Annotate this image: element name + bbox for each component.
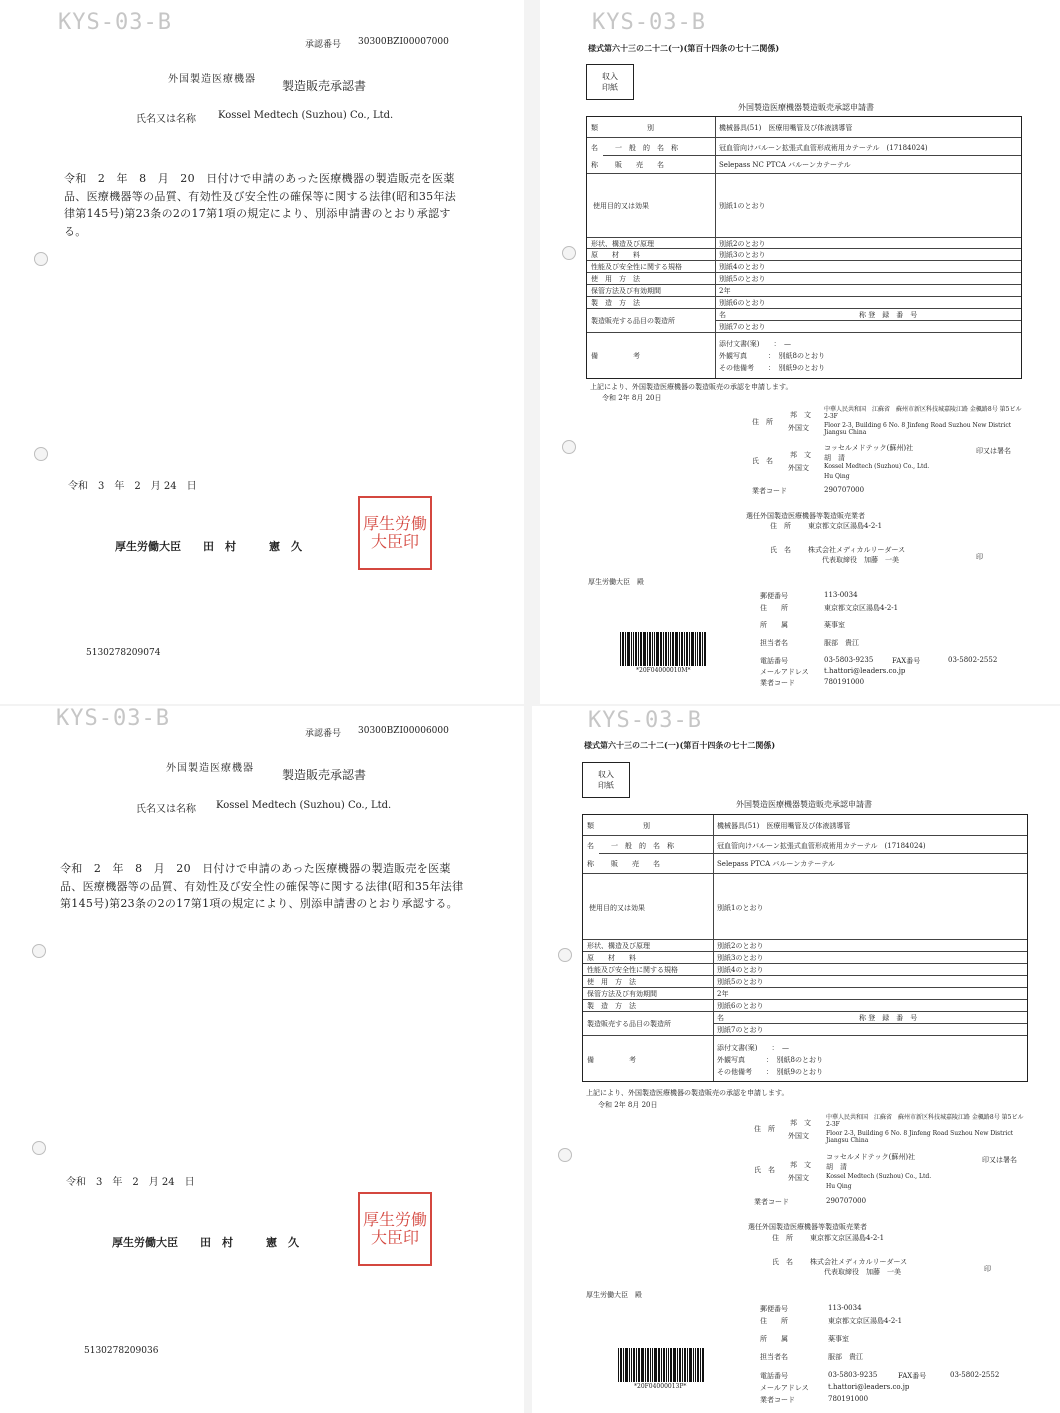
addressee: 厚生労働大臣 殿 bbox=[586, 1291, 642, 1299]
agent-person: 代表取締役 加藤 一美 bbox=[824, 1268, 901, 1276]
barcode-bar bbox=[633, 632, 634, 666]
postal-value: 113-0034 bbox=[824, 591, 858, 599]
material-value: 別紙3のとおり bbox=[719, 251, 766, 259]
name-value: Kossel Medtech (Suzhou) Co., Ltd. bbox=[216, 800, 392, 811]
agent-title: 選任外国製造医療機器等製造販売業者 bbox=[746, 512, 865, 520]
barcode-bar bbox=[647, 1348, 649, 1382]
remarks-label: 備 考 bbox=[587, 1056, 636, 1064]
barcode-bar bbox=[686, 632, 688, 666]
title-line1: 外国製造医療機器 bbox=[168, 74, 256, 85]
address-jp: 中華人民共和国 江蘇省 蘇州市新区科技城嘉陵江路 金楓路8号 第5ビル 2-3F bbox=[824, 406, 1022, 420]
barcode-bar bbox=[663, 1348, 665, 1382]
name-side-1: 名 bbox=[587, 842, 594, 850]
site-label: 製造販売する品目の製造所 bbox=[591, 317, 675, 325]
manufacturing-label: 製 造 方 法 bbox=[591, 299, 640, 307]
barcode-bar bbox=[620, 1348, 622, 1382]
barcode-bar bbox=[679, 1348, 681, 1382]
punch-hole bbox=[562, 440, 576, 454]
barcode-bar bbox=[702, 1348, 704, 1382]
site-label: 製造販売する品目の製造所 bbox=[587, 1020, 671, 1028]
serial-number: 5130278209074 bbox=[86, 648, 161, 658]
agent-address: 東京都文京区湯島4-2-1 bbox=[810, 1234, 885, 1242]
title-line1: 外国製造医療機器 bbox=[166, 763, 254, 774]
barcode-bar bbox=[687, 1348, 688, 1382]
postal-label: 郵便番号 bbox=[760, 1305, 788, 1313]
contact-address-label: 住 所 bbox=[760, 604, 788, 612]
japanese-label: 邦 文 bbox=[790, 1161, 811, 1169]
punch-hole bbox=[32, 944, 46, 958]
barcode-bar bbox=[697, 1348, 699, 1382]
punch-hole bbox=[34, 447, 48, 461]
remarks-photo: 外観写真 ： 別紙8のとおり bbox=[719, 352, 825, 360]
agent-person: 代表取締役 加藤 一美 bbox=[822, 556, 899, 564]
barcode-bar bbox=[656, 632, 659, 666]
barcode-bar bbox=[643, 632, 646, 666]
barcode-bar bbox=[702, 632, 703, 666]
site-name-col: 名 bbox=[717, 1014, 724, 1022]
agent-address-label: 住 所 bbox=[770, 522, 791, 530]
phone-label: 電話番号 bbox=[760, 657, 788, 665]
manufacturing-value: 別紙6のとおり bbox=[717, 1002, 764, 1010]
shape-label: 形状、構造及び原理 bbox=[591, 240, 654, 248]
site-value: 別紙7のとおり bbox=[717, 1026, 764, 1034]
barcode-bar bbox=[672, 632, 674, 666]
agent-seal: 印 bbox=[976, 553, 983, 561]
material-label: 原 材 料 bbox=[591, 251, 640, 259]
id-stamp: KYS-03-B bbox=[58, 10, 172, 35]
barcode-text: *20F04000013P* bbox=[634, 1383, 687, 1390]
name-label: 氏名又は名称 bbox=[136, 804, 196, 815]
contact-code-value: 780191000 bbox=[824, 678, 865, 686]
barcode-bar bbox=[654, 632, 655, 666]
sales-name-value: Selepass NC PTCA バルーンカテーテル bbox=[719, 161, 851, 169]
japanese-label: 邦 文 bbox=[790, 451, 811, 459]
barcode-bar bbox=[693, 1348, 694, 1382]
company-jp: コッセルメドテック(蘇州)社 bbox=[824, 444, 914, 452]
dept-label: 所 属 bbox=[760, 621, 788, 629]
approval-number-label: 承認番号 bbox=[305, 729, 342, 739]
company-en: Kossel Medtech (Suzhou) Co., Ltd. bbox=[826, 1173, 932, 1180]
business-code-label: 業者コード bbox=[754, 1198, 789, 1206]
approval-date: 令和 3 年 2 月 24 日 bbox=[68, 481, 197, 492]
seal-or-sign: 印又は署名 bbox=[976, 447, 1011, 455]
purpose-label: 使用目的又は効果 bbox=[589, 904, 645, 912]
punch-hole bbox=[32, 1141, 46, 1155]
performance-value: 別紙4のとおり bbox=[719, 263, 766, 271]
contact-code-value: 780191000 bbox=[828, 1395, 869, 1403]
barcode-bar bbox=[691, 632, 694, 666]
barcode-bar bbox=[700, 1348, 701, 1382]
barcode-bar bbox=[666, 1348, 667, 1382]
postal-label: 郵便番号 bbox=[760, 592, 788, 600]
agent-address: 東京都文京区湯島4-2-1 bbox=[808, 522, 883, 530]
address-label: 住 所 bbox=[752, 418, 773, 426]
barcode-bar bbox=[695, 632, 696, 666]
barcode-bar bbox=[670, 1348, 672, 1382]
usage-value: 別紙5のとおり bbox=[717, 978, 764, 986]
barcode-bar bbox=[650, 1348, 651, 1382]
barcode-bar bbox=[627, 632, 630, 666]
form-header: 様式第六十三の二十二(一)(第百十四条の七十二関係) bbox=[584, 740, 776, 750]
general-name-value: 冠血管向けバルーン拡張式血管形成術用カテーテル (17184024) bbox=[717, 842, 926, 850]
barcode-bar bbox=[689, 1348, 692, 1382]
barcode-bar bbox=[620, 632, 621, 666]
category-value: 機械器具(51) 医療用嘴管及び体液誘導管 bbox=[717, 822, 851, 830]
fax-label: FAX番号 bbox=[892, 657, 921, 665]
address-label: 住 所 bbox=[754, 1125, 775, 1133]
dept-label: 所 属 bbox=[760, 1335, 788, 1343]
barcode-bar bbox=[663, 632, 664, 666]
punch-hole bbox=[34, 252, 48, 266]
site-reg-col: 称 登 録 番 号 bbox=[859, 1014, 918, 1022]
person-value: 服部 貴江 bbox=[828, 1353, 863, 1361]
certificate-page-bottom bbox=[0, 706, 524, 1413]
barcode-bar bbox=[673, 1348, 676, 1382]
usage-label: 使 用 方 法 bbox=[587, 978, 636, 986]
barcode-bar bbox=[638, 1348, 640, 1382]
form-title: 外国製造医療機器製造販売承認申請書 bbox=[736, 800, 872, 809]
phone-value: 03-5803-9235 bbox=[824, 656, 874, 664]
name-side-2: 称 bbox=[587, 860, 594, 868]
fax-label: FAX番号 bbox=[898, 1372, 927, 1380]
storage-label: 保管方法及び有効期間 bbox=[587, 990, 657, 998]
agent-name-label: 氏 名 bbox=[770, 546, 791, 554]
contact-address-value: 東京都文京区湯島4-2-1 bbox=[824, 604, 899, 612]
site-name-col: 名 bbox=[719, 311, 726, 319]
email-value: t.hattori@leaders.co.jp bbox=[828, 1383, 910, 1391]
barcode-bar bbox=[661, 1348, 662, 1382]
business-code: 290707000 bbox=[826, 1197, 867, 1205]
barcode-bar bbox=[675, 632, 678, 666]
japanese-label: 邦 文 bbox=[790, 411, 811, 419]
approval-number-label: 承認番号 bbox=[305, 40, 342, 50]
purpose-value: 別紙1のとおり bbox=[719, 202, 766, 210]
person-label: 担当者名 bbox=[760, 1353, 788, 1361]
address-en: Floor 2-3, Building 6 No. 8 Jinfeng Road Suzhou New District Jiangsu China bbox=[826, 1130, 1014, 1144]
name-label: 氏名又は名称 bbox=[136, 114, 196, 125]
japanese-label: 邦 文 bbox=[790, 1119, 811, 1127]
barcode-bar bbox=[635, 632, 637, 666]
name-label: 氏 名 bbox=[752, 457, 773, 465]
material-label: 原 材 料 bbox=[587, 954, 636, 962]
application-form-table bbox=[582, 814, 1028, 1082]
barcode-bar bbox=[668, 632, 669, 666]
barcode-bar bbox=[699, 632, 701, 666]
person-en: Hu Qing bbox=[826, 1183, 852, 1190]
application-form-table bbox=[586, 116, 1022, 379]
barcode-bar bbox=[697, 632, 698, 666]
category-label: 類 別 bbox=[587, 822, 650, 830]
remarks-attach: 添付文書(案) ： — bbox=[717, 1044, 789, 1052]
punch-hole bbox=[558, 1148, 572, 1162]
barcode-bar bbox=[654, 1348, 657, 1382]
statement-date: 令和 2年 8月 20日 bbox=[598, 1101, 658, 1109]
barcode-bar bbox=[684, 632, 685, 666]
material-value: 別紙3のとおり bbox=[717, 954, 764, 962]
barcode-bar bbox=[625, 1348, 628, 1382]
barcode-icon bbox=[618, 1348, 714, 1382]
performance-value: 別紙4のとおり bbox=[717, 966, 764, 974]
barcode-bar bbox=[658, 1348, 660, 1382]
statement-date: 令和 2年 8月 20日 bbox=[602, 394, 662, 402]
barcode-bar bbox=[665, 632, 667, 666]
address-jp: 中華人民共和国 江蘇省 蘇州市新区科技城嘉陵江路 金楓路8号 第5ビル 2-3F bbox=[826, 1114, 1024, 1128]
storage-value: 2年 bbox=[717, 990, 729, 998]
sales-name-value: Selepass PTCA バルーンカテーテル bbox=[717, 860, 835, 868]
revenue-stamp-line2: 印紙 bbox=[602, 83, 618, 92]
business-code-label: 業者コード bbox=[752, 487, 787, 495]
revenue-stamp-box bbox=[586, 64, 634, 100]
purpose-label: 使用目的又は効果 bbox=[593, 202, 649, 210]
agent-address-label: 住 所 bbox=[772, 1234, 793, 1242]
title-line2: 製造販売承認書 bbox=[282, 768, 367, 782]
barcode-bar bbox=[623, 1348, 624, 1382]
contact-code-label: 業者コード bbox=[760, 1396, 795, 1404]
barcode-bar bbox=[631, 1348, 632, 1382]
name-value: Kossel Medtech (Suzhou) Co., Ltd. bbox=[218, 110, 394, 121]
name-label: 氏 名 bbox=[754, 1166, 775, 1174]
certificate-page-top bbox=[0, 0, 524, 704]
sales-name-label: 販 売 名 bbox=[615, 161, 664, 169]
company-en: Kossel Medtech (Suzhou) Co., Ltd. bbox=[824, 463, 930, 470]
barcode-bar bbox=[660, 632, 662, 666]
barcode-bar bbox=[677, 1348, 678, 1382]
agent-seal: 印 bbox=[984, 1265, 991, 1273]
barcode-bar bbox=[670, 632, 671, 666]
foreign-label: 外国文 bbox=[788, 1132, 809, 1140]
official-seal-icon: 厚生労働大臣印 bbox=[358, 496, 432, 570]
barcode-bar bbox=[633, 1348, 635, 1382]
revenue-stamp-box bbox=[582, 762, 630, 798]
purpose-value: 別紙1のとおり bbox=[717, 904, 764, 912]
application-page-bottom bbox=[532, 706, 1060, 1413]
revenue-stamp-line1: 収入 bbox=[602, 72, 618, 81]
postal-value: 113-0034 bbox=[828, 1304, 862, 1312]
barcode-bar bbox=[645, 1348, 646, 1382]
barcode-bar bbox=[679, 632, 680, 666]
address-en: Floor 2-3, Building 6 No. 8 Jinfeng Road Suzhou New District Jiangsu China bbox=[824, 422, 1012, 436]
company-jp: コッセルメドテック(蘇州)社 bbox=[826, 1153, 916, 1161]
barcode-bar bbox=[668, 1348, 669, 1382]
barcode-bar bbox=[618, 1348, 619, 1382]
manufacturing-label: 製 造 方 法 bbox=[587, 1002, 636, 1010]
seal-or-sign: 印又は署名 bbox=[982, 1156, 1017, 1164]
fax-value: 03-5802-2552 bbox=[950, 1371, 1000, 1379]
minister-name: 厚生労働大臣 田 村 憲 久 bbox=[112, 1236, 299, 1249]
performance-label: 性能及び安全性に関する規格 bbox=[587, 966, 678, 974]
revenue-stamp-line2: 印紙 bbox=[598, 781, 614, 790]
phone-value: 03-5803-9235 bbox=[828, 1371, 878, 1379]
email-label: メールアドレス bbox=[760, 668, 809, 676]
foreign-label: 外国文 bbox=[788, 424, 809, 432]
remarks-label: 備 考 bbox=[591, 352, 640, 360]
official-seal-icon: 厚生労働大臣印 bbox=[358, 1192, 432, 1266]
phone-label: 電話番号 bbox=[760, 1372, 788, 1380]
shape-value: 別紙2のとおり bbox=[717, 942, 764, 950]
shape-label: 形状、構造及び原理 bbox=[587, 942, 650, 950]
remarks-photo: 外観写真 ： 別紙8のとおり bbox=[717, 1056, 823, 1064]
usage-value: 別紙5のとおり bbox=[719, 275, 766, 283]
id-stamp: KYS-03-B bbox=[588, 708, 702, 733]
barcode-bar bbox=[684, 1348, 686, 1382]
storage-label: 保管方法及び有効期間 bbox=[591, 287, 661, 295]
dept-value: 薬事室 bbox=[824, 621, 845, 629]
barcode-bar bbox=[622, 632, 624, 666]
barcode-bar bbox=[631, 632, 632, 666]
general-name-label: 一 般 的 名 称 bbox=[615, 144, 678, 152]
performance-label: 性能及び安全性に関する規格 bbox=[591, 263, 682, 271]
id-stamp: KYS-03-B bbox=[56, 706, 170, 731]
person-label: 担当者名 bbox=[760, 639, 788, 647]
person-jp: 胡 清 bbox=[826, 1163, 847, 1171]
serial-number: 5130278209036 bbox=[84, 1346, 159, 1356]
barcode-bar bbox=[638, 632, 639, 666]
name-side-2: 称 bbox=[591, 161, 598, 169]
person-en: Hu Qing bbox=[824, 473, 850, 480]
barcode-bar bbox=[629, 1348, 630, 1382]
agent-title: 選任外国製造医療機器等製造販売業者 bbox=[748, 1223, 867, 1231]
foreign-label: 外国文 bbox=[788, 1174, 809, 1182]
remarks-other: その他備考 ： 別紙9のとおり bbox=[717, 1068, 823, 1076]
application-statement: 上記により、外国製造医療機器の製造販売の承認を申請します。 bbox=[586, 1089, 789, 1097]
manufacturing-value: 別紙6のとおり bbox=[719, 299, 766, 307]
contact-address-value: 東京都文京区湯島4-2-1 bbox=[828, 1317, 903, 1325]
business-code: 290707000 bbox=[824, 486, 865, 494]
barcode-bar bbox=[636, 1348, 637, 1382]
punch-hole bbox=[558, 948, 572, 962]
foreign-label: 外国文 bbox=[788, 464, 809, 472]
sales-name-label: 販 売 名 bbox=[611, 860, 660, 868]
barcode-bar bbox=[704, 632, 706, 666]
barcode-icon bbox=[620, 632, 716, 666]
application-statement: 上記により、外国製造医療機器の製造販売の承認を申請します。 bbox=[590, 383, 793, 391]
barcode-bar bbox=[682, 1348, 683, 1382]
agent-company: 株式会社メディカルリーダース bbox=[810, 1258, 908, 1266]
application-page-top bbox=[540, 0, 1060, 704]
general-name-value: 冠血管向けバルーン拡張式血管形成術用カテーテル (17184024) bbox=[719, 144, 928, 152]
form-header: 様式第六十三の二十二(一)(第百十四条の七十二関係) bbox=[588, 43, 780, 53]
site-reg-col: 称 登 録 番 号 bbox=[859, 311, 918, 319]
barcode-bar bbox=[652, 1348, 653, 1382]
dept-value: 薬事室 bbox=[828, 1335, 849, 1343]
minister-name: 厚生労働大臣 田 村 憲 久 bbox=[115, 540, 302, 553]
email-label: メールアドレス bbox=[760, 1384, 809, 1392]
person-jp: 胡 清 bbox=[824, 454, 845, 462]
punch-hole bbox=[562, 246, 576, 260]
barcode-bar bbox=[689, 632, 690, 666]
storage-value: 2年 bbox=[719, 287, 731, 295]
barcode-bar bbox=[695, 1348, 696, 1382]
email-value: t.hattori@leaders.co.jp bbox=[824, 667, 906, 675]
approval-date: 令和 3 年 2 月 24 日 bbox=[66, 1177, 195, 1188]
barcode-bar bbox=[640, 632, 642, 666]
site-value: 別紙7のとおり bbox=[719, 323, 766, 331]
addressee: 厚生労働大臣 殿 bbox=[588, 578, 644, 586]
general-name-label: 一 般 的 名 称 bbox=[611, 842, 674, 850]
category-label: 類 別 bbox=[591, 124, 654, 132]
barcode-bar bbox=[625, 632, 626, 666]
revenue-stamp-line1: 収入 bbox=[598, 770, 614, 779]
barcode-bar bbox=[681, 632, 683, 666]
name-side-1: 名 bbox=[591, 144, 598, 152]
barcode-bar bbox=[647, 632, 648, 666]
agent-company: 株式会社メディカルリーダース bbox=[808, 546, 906, 554]
remarks-attach: 添付文書(案) ： — bbox=[719, 340, 791, 348]
shape-value: 別紙2のとおり bbox=[719, 240, 766, 248]
approval-number: 30300BZI00007000 bbox=[358, 37, 449, 47]
id-stamp: KYS-03-B bbox=[592, 10, 706, 35]
fax-value: 03-5802-2552 bbox=[948, 656, 998, 664]
category-value: 機械器具(51) 医療用嘴管及び体液誘導管 bbox=[719, 124, 853, 132]
barcode-text: *20F04000010M* bbox=[636, 667, 691, 674]
remarks-other: その他備考 ： 別紙9のとおり bbox=[719, 364, 825, 372]
contact-code-label: 業者コード bbox=[760, 679, 795, 687]
barcode-bar bbox=[641, 1348, 644, 1382]
form-title: 外国製造医療機器製造販売承認申請書 bbox=[738, 103, 874, 112]
usage-label: 使 用 方 法 bbox=[591, 275, 640, 283]
approval-body: 令和 2 年 8 月 20 日付けで申請のあった医療機器の製造販売を医薬品、医療機器等の品質、有効性及び安全性の確保等に関する法律(昭和35年法律第145号)第23条の2の17第1項の規定により、別添申請書のとおり承認する。 bbox=[60, 862, 464, 910]
approval-body: 令和 2 年 8 月 20 日付けで申請のあった医療機器の製造販売を医薬品、医療機器等の品質、有効性及び安全性の確保等に関する法律(昭和35年法律第145号)第23条の2の17第1項の規定により、別添申請書のとおり承認する。 bbox=[64, 172, 457, 238]
contact-address-label: 住 所 bbox=[760, 1317, 788, 1325]
barcode-bar bbox=[649, 632, 651, 666]
title-line2: 製造販売承認書 bbox=[282, 79, 367, 93]
barcode-bar bbox=[652, 632, 653, 666]
person-value: 服部 貴江 bbox=[824, 639, 859, 647]
approval-number: 30300BZI00006000 bbox=[358, 726, 449, 736]
agent-name-label: 氏 名 bbox=[772, 1258, 793, 1266]
